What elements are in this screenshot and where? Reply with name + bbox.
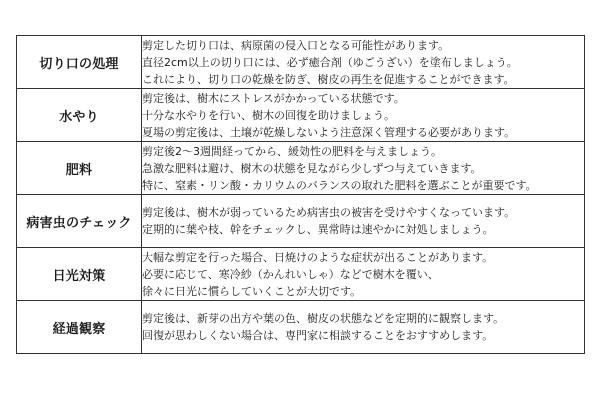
table-row-fertilizer — [17, 142, 585, 195]
description-line: 剪定した切り口は、病原菌の侵入口となる可能性があります。 — [142, 38, 450, 52]
table-row-sunlight — [17, 248, 585, 301]
description-line: 必要に応じて、寒冷紗（かんれいしゃ）などで樹木を覆い、 — [142, 267, 439, 281]
description-line: 定期的に葉や枝、幹をチェックし、異常時は速やかに対処しましょう。 — [142, 223, 494, 236]
description-line: 大幅な剪定を行った場合、日焼けのような症状が出ることがあります。 — [142, 250, 494, 264]
table-row-cut-treatment — [17, 36, 585, 89]
row-heading: 日光対策 — [52, 268, 106, 284]
table-row-pest-check — [17, 195, 585, 248]
row-heading-cell — [17, 248, 142, 301]
description-line: 特に、窒素・リン酸・カリウムのバランスの取れた肥料を選ぶことが重要です。 — [142, 178, 537, 192]
row-heading: 切り口の処理 — [39, 56, 119, 72]
description-line: 徐々に日光に慣らしていくことが大切です。 — [142, 284, 362, 298]
description-line: 直径2cm以上の切り口には、必ず癒合剤（ゆごうざい）を塗布しましょう。 — [142, 55, 518, 69]
description-line: 剪定後は、新芽の出方や葉の色、樹皮の状態などを定期的に観察します。 — [142, 312, 505, 325]
row-heading-cell — [17, 195, 142, 248]
description-line: 回復が思わしくない場合は、専門家に相談することをおすすめします。 — [142, 329, 494, 342]
tree-care-table — [16, 35, 585, 354]
row-heading: 経過観察 — [52, 321, 106, 337]
row-description-cell — [142, 36, 585, 89]
row-heading-cell — [17, 36, 142, 89]
table-row-monitoring — [17, 301, 585, 354]
description-line: 急激な肥料は避け、樹木の状態を見ながら少しずつ与えていきます。 — [142, 161, 482, 175]
row-heading: 肥料 — [65, 162, 93, 178]
row-heading: 水やり — [59, 109, 99, 125]
description-line: 剪定後は、樹木が弱っているため病害虫の被害を受けやすくなっています。 — [142, 206, 516, 219]
description-line: 夏場の剪定後は、土壌が乾燥しないよう注意深く管理する必要があります。 — [142, 125, 516, 139]
row-heading: 病害虫のチェック — [26, 215, 132, 231]
description-line: 剪定後2〜3週間経ってから、緩効性の肥料を与えましょう。 — [142, 144, 442, 158]
description-line: これにより、切り口の乾燥を防ぎ、樹皮の再生を促進することができます。 — [142, 72, 515, 86]
row-description-cell — [142, 89, 585, 142]
row-description-cell — [142, 195, 585, 248]
table-row-watering — [17, 89, 585, 142]
row-description-cell — [142, 248, 585, 301]
description-line: 十分な水やりを行い、樹木の回復を助けましょう。 — [142, 108, 395, 122]
description-line: 剪定後は、樹木にストレスがかかっている状態です。 — [142, 91, 405, 105]
row-heading-cell — [17, 89, 142, 142]
row-description-cell — [142, 142, 585, 195]
row-heading-cell — [17, 301, 142, 354]
row-description-cell — [142, 301, 585, 354]
row-heading-cell — [17, 142, 142, 195]
